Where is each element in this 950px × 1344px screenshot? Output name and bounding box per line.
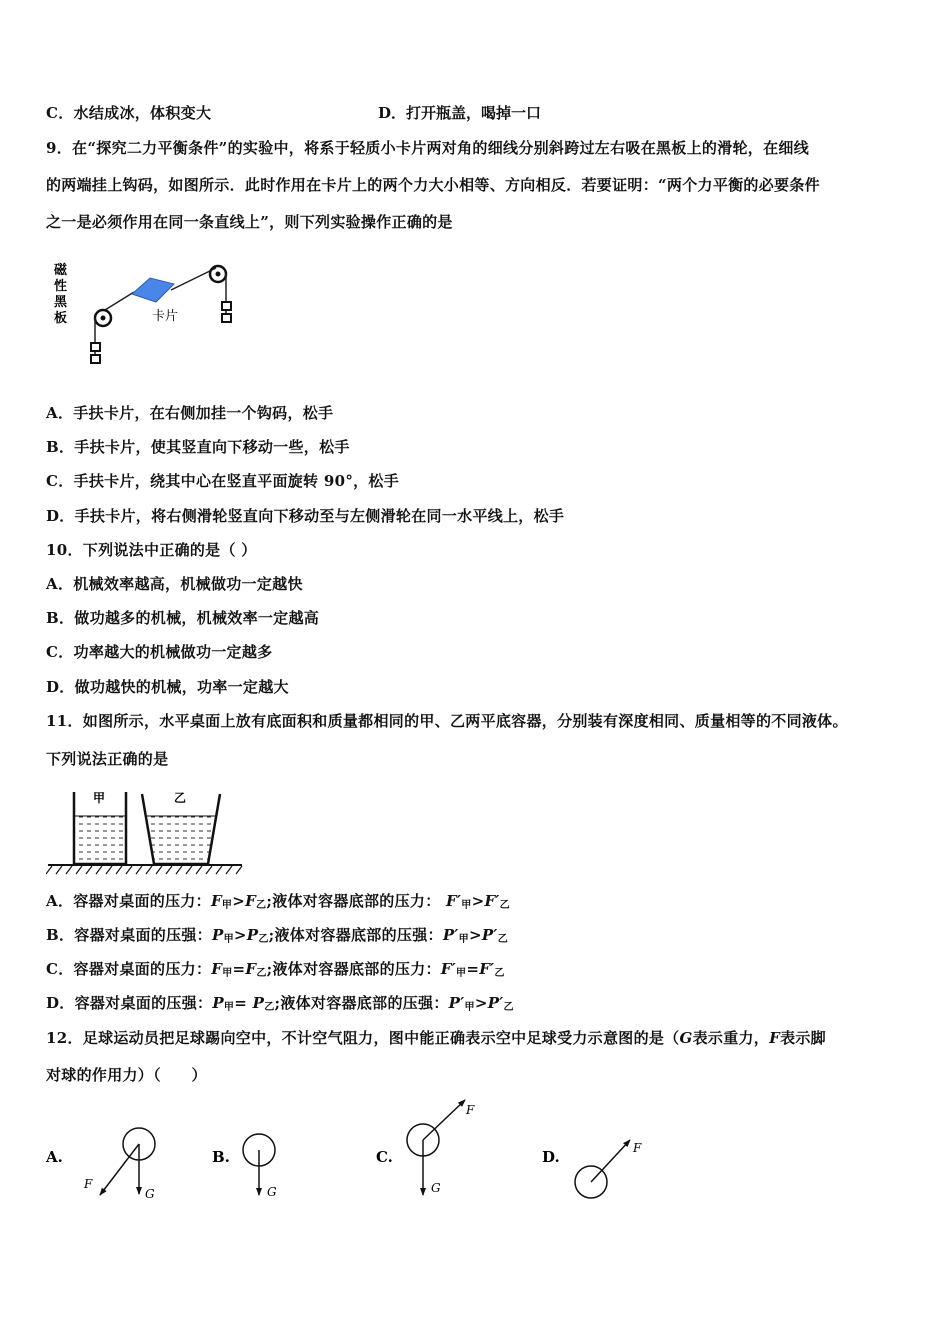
label-c-g: G xyxy=(431,1181,441,1195)
q12-stem-part-b: 表示重力， xyxy=(692,1029,770,1047)
q11-d-f2: P xyxy=(252,994,265,1012)
q11-d-f4: P′ xyxy=(487,994,504,1012)
liquid-yi xyxy=(146,816,216,864)
right-weight-2 xyxy=(222,314,231,322)
q11-a-mid: ;液体对容器底部的压力： xyxy=(266,892,441,910)
q9-figure xyxy=(46,258,246,378)
q10-option-d: D．做功越快的机械，功率一定越大 xyxy=(46,678,289,696)
q11-a-f2: F xyxy=(245,892,257,910)
q11-a-prefix: A．容器对桌面的压力： xyxy=(46,892,211,910)
q11-b-op1: > xyxy=(233,926,247,944)
label-a-g: G xyxy=(145,1187,155,1201)
diagram-a-label: A. xyxy=(46,1148,63,1166)
q11-c-op1: = xyxy=(232,960,246,978)
q8-option-d: D．打开瓶盖，喝掉一口 xyxy=(378,104,542,122)
right-weight-1 xyxy=(222,302,231,310)
q11-option-d xyxy=(46,992,514,1013)
q11-d-mid: ;液体对容器底部的压强： xyxy=(274,994,449,1012)
q11-a-s2: 乙 xyxy=(256,900,267,911)
q11-d-s3: 甲 xyxy=(464,1002,475,1013)
arrow-d-f xyxy=(591,1140,630,1182)
label-yi: 乙 xyxy=(174,791,187,805)
q11-d-f1: P xyxy=(212,994,224,1012)
q11-d-op1: = xyxy=(234,994,253,1012)
q11-b-f1: P xyxy=(211,926,224,944)
q12-diagrams xyxy=(40,1092,680,1210)
q11-a-f4: F′ xyxy=(484,892,500,910)
q11-a-f3: F′ xyxy=(446,892,462,910)
q11-b-prefix: B．容器对桌面的压强： xyxy=(46,926,212,944)
card-label: 卡片 xyxy=(152,309,179,324)
q11-c-f1: F xyxy=(211,960,223,978)
q11-c-mid: ;液体对容器底部的压力： xyxy=(266,960,441,978)
q11-option-c xyxy=(46,958,505,979)
q11-b-f4: P′ xyxy=(481,926,498,944)
q11-option-b xyxy=(46,924,508,945)
card xyxy=(132,278,174,302)
q10-option-c: C．功率越大的机械做功一定越多 xyxy=(46,643,273,661)
q11-d-s2: 乙 xyxy=(264,1002,275,1013)
q9-stem-line1: 9．在“探究二力平衡条件”的实验中，将系于轻质小卡片两对角的细线分别斜跨过左右吸在黑板上的滑轮，在细线 xyxy=(46,139,809,157)
label-b-g: G xyxy=(267,1185,277,1199)
q11-b-s2: 乙 xyxy=(258,934,269,945)
q9-stem-line3: 之一是必须作用在同一条直线上”，则下列实验操作正确的是 xyxy=(46,213,453,231)
arrow-c-f xyxy=(423,1100,465,1140)
q11-b-f3: P′ xyxy=(442,926,459,944)
q11-d-s4: 乙 xyxy=(503,1002,514,1013)
q9-stem-line2: 的两端挂上钩码，如图所示．此时作用在卡片上的两个力大小相等、方向相反．若要证明：“两个力平衡的必要条件 xyxy=(46,176,820,194)
q9-option-a: A．手扶卡片，在右侧加挂一个钩码，松手 xyxy=(46,404,334,422)
q11-c-f3: F′ xyxy=(440,960,457,978)
label-c-f: F xyxy=(466,1103,475,1117)
q11-b-s3: 甲 xyxy=(458,934,469,945)
q9-option-d: D．手扶卡片，将右侧滑轮竖直向下移动至与左侧滑轮在同一水平线上，松手 xyxy=(46,507,565,525)
q11-c-op2: = xyxy=(466,960,480,978)
q10-stem: 10．下列说法中正确的是（ ） xyxy=(46,541,257,559)
q11-d-f3: P′ xyxy=(448,994,465,1012)
diagram-b-label: B. xyxy=(212,1148,230,1166)
q11-b-f2: P xyxy=(246,926,259,944)
q12-stem-line1 xyxy=(46,1027,826,1048)
board-label-4: 板 xyxy=(54,311,68,326)
q11-figure xyxy=(46,786,246,878)
q11-a-f1: F xyxy=(210,892,222,910)
board-label-3: 黑 xyxy=(54,295,68,310)
q11-a-s4: 乙 xyxy=(499,900,510,911)
q11-d-s1: 甲 xyxy=(223,1002,235,1013)
q11-c-s2: 乙 xyxy=(256,968,267,979)
left-weight-1 xyxy=(91,343,100,351)
q11-a-s1: 甲 xyxy=(221,900,233,911)
diagram-d-label: D. xyxy=(542,1148,560,1166)
label-jia: 甲 xyxy=(93,791,106,805)
q12-f-symbol: F xyxy=(769,1029,781,1047)
diagram-c-label: C. xyxy=(376,1148,393,1166)
q11-a-op2: > xyxy=(471,892,485,910)
board-label-1: 磁 xyxy=(54,263,68,278)
liquid-jia xyxy=(76,816,124,864)
q12-stem-line2: 对球的作用力）（ ） xyxy=(46,1066,207,1084)
q11-b-s1: 甲 xyxy=(223,934,234,945)
board-label-2: 性 xyxy=(54,279,68,294)
q11-b-op2: > xyxy=(468,926,482,944)
q10-option-b: B．做功越多的机械，机械效率一定越高 xyxy=(46,609,320,627)
q11-a-op1: > xyxy=(232,892,246,910)
q11-c-s4: 乙 xyxy=(494,968,505,979)
label-a-f: F xyxy=(84,1177,93,1191)
q9-option-c: C．手扶卡片，绕其中心在竖直平面旋转 90°，松手 xyxy=(46,472,400,490)
q11-option-a xyxy=(46,890,510,911)
q8-option-c: C．水结成冰，体积变大 xyxy=(46,104,212,122)
q11-d-prefix: D．容器对桌面的压强： xyxy=(46,994,213,1012)
q12-g-symbol: G xyxy=(679,1029,693,1047)
q11-c-s1: 甲 xyxy=(222,968,233,979)
q11-c-f4: F′ xyxy=(479,960,495,978)
q11-c-s3: 甲 xyxy=(456,968,467,979)
q12-stem-part-c: 表示脚 xyxy=(780,1029,826,1047)
q11-d-op2: > xyxy=(474,994,488,1012)
q11-stem-line1: 11．如图所示，水平桌面上放有底面积和质量都相同的甲、乙两平底容器，分别装有深度相同、质量相等的不同液体。 xyxy=(46,712,848,730)
q11-b-mid: ;液体对容器底部的压强： xyxy=(268,926,443,944)
q11-c-f2: F xyxy=(245,960,257,978)
q11-stem-line2: 下列说法正确的是 xyxy=(46,750,169,768)
q11-c-prefix: C．容器对桌面的压力： xyxy=(46,960,212,978)
q12-stem-part-a: 12．足球运动员把足球踢向空中，不计空气阻力，图中能正确表示空中足球受力示意图的是（ xyxy=(46,1029,680,1047)
q9-option-b: B．手扶卡片，使其竖直向下移动一些，松手 xyxy=(46,438,350,456)
q10-option-a: A．机械效率越高，机械做功一定越快 xyxy=(46,575,303,593)
arrow-a-f xyxy=(100,1144,139,1195)
q11-a-s3: 甲 xyxy=(461,900,472,911)
label-d-f: F xyxy=(633,1141,642,1155)
q11-b-s4: 乙 xyxy=(497,934,508,945)
left-weight-2 xyxy=(91,355,100,363)
